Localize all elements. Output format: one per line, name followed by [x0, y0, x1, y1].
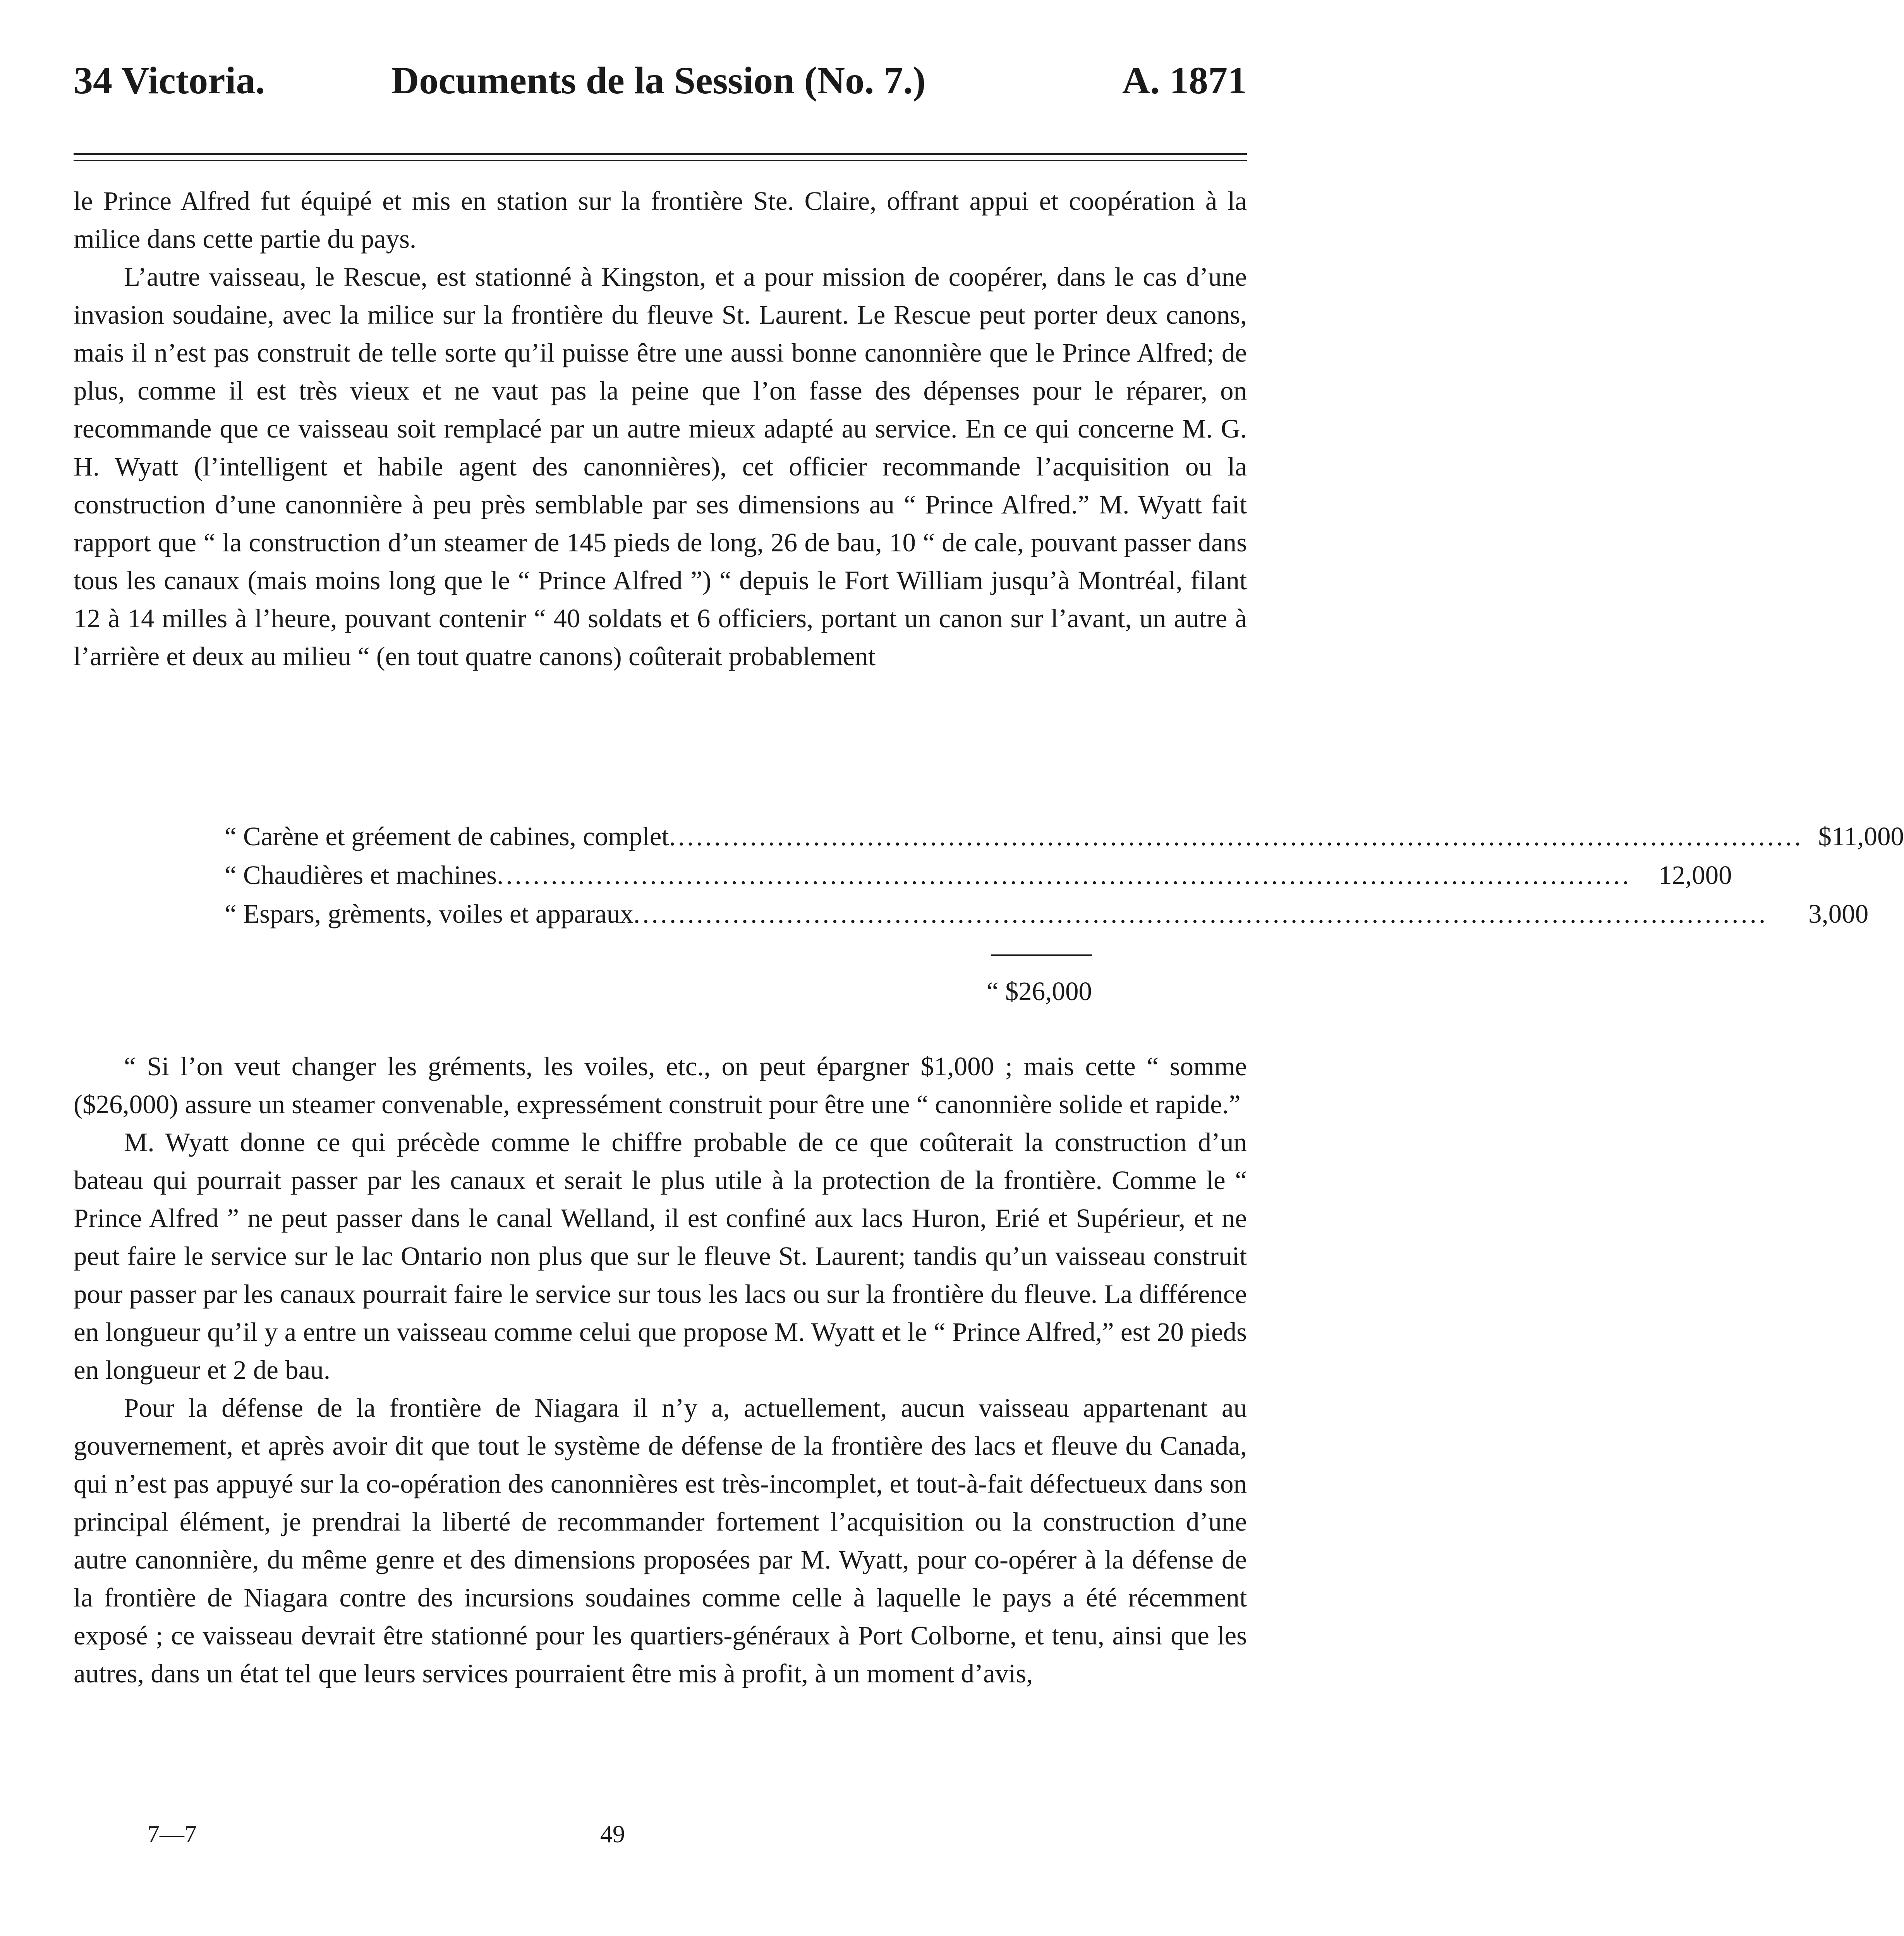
cost-row	[225, 894, 1869, 933]
header-volume: 34 Victoria.	[74, 59, 265, 102]
body-section-1	[74, 182, 1247, 675]
cost-total: “ $26,000	[986, 977, 1092, 1006]
cost-amount: 12,000	[1658, 860, 1732, 890]
cost-row	[225, 856, 1732, 894]
cost-label: “ Carène et gréement de cabines, complet	[225, 822, 669, 851]
page-number: 49	[600, 1820, 625, 1848]
paragraph-3: “ Si l’on veut changer les gréments, les voiles, etc., on peut épargner $1,000 ; mais cette “ somme ($26,000) assure un steamer convenable, expressément construit pour être une “ canonnière solide et rapide.”	[74, 1052, 1247, 1119]
header-title: Documents de la Session (No. 7.)	[391, 59, 926, 102]
sum-rule	[991, 954, 1092, 956]
header-year: A. 1871	[1122, 59, 1247, 102]
header-rule-bottom	[74, 160, 1247, 161]
cost-label: “ Chaudières et machines	[225, 860, 497, 890]
leader-dots: ..............................................................................................................................	[497, 860, 1631, 890]
cost-table	[225, 817, 1904, 1006]
header-rule-top	[74, 153, 1247, 155]
page-header	[74, 58, 1247, 120]
page-footer	[147, 1820, 922, 1855]
paragraph-5: Pour la défense de la frontière de Niagara il n’y a, actuellement, aucun vaisseau appartenant au gouvernement, et après avoir dit que tout le système de défense de la frontière des lacs et fleuve du Canada, qui n’est pas appuyé sur la co-opération des canonnières est très-incomplet, et tout-à-fait défectueux dans son principal élément, je prendrai la liberté de recommander fortement l’acquisition ou la construction d’une autre canonnière, du même genre et des dimensions proposées par M. Wyatt, pour co-opérer à la défense de la frontière de Niagara contre des incursions soudaines comme celle à laquelle le pays a été récemment exposé ; ce vaisseau devrait être stationné pour les quartiers-généraux à Port Colborne, et tenu, ainsi que les autres, dans un état tel que leurs services pourraient être mis à profit, à un moment d’avis,	[74, 1393, 1247, 1688]
cost-amount: 3,000	[1808, 899, 1869, 929]
leader-dots: ..............................................................................................................................	[633, 899, 1768, 929]
cost-label: “ Espars, grèments, voiles et apparaux	[225, 899, 634, 929]
cost-row	[225, 817, 1904, 856]
paragraph-1: le Prince Alfred fut équipé et mis en station sur la frontière Ste. Claire, offrant appui et coopération à la milice dans cette partie du pays.	[74, 186, 1247, 254]
paragraph-2: L’autre vaisseau, le Rescue, est stationné à Kingston, et a pour mission de coopérer, dans le cas d’une invasion soudaine, avec la milice sur la frontière du fleuve St. Laurent. Le Rescue peut porter deux canons, mais il n’est pas construit de telle sorte qu’il puisse être une aussi bonne canonnière que le Prince Alfred; de plus, comme il est très vieux et ne vaut pas la peine que l’on fasse des dépenses pour le réparer, on recommande que ce vaisseau soit remplacé par un autre mieux adapté au service. En ce qui concerne M. G. H. Wyatt (l’intelligent et habile agent des canonnières), cet officier recommande l’acquisition ou la construction d’une canonnière à peu près semblable par ses dimensions au “ Prince Alfred.” M. Wyatt fait rapport que “ la construction d’un steamer de 145 pieds de long, 26 de bau, 10 “ de cale, pouvant passer dans tous les canaux (mais moins long que le “ Prince Alfred ”) “ depuis le Fort William jusqu’à Montréal, filant 12 à 14 milles à l’heure, pouvant contenir “ 40 soldats et 6 officiers, portant un canon sur l’avant, un autre à l’arrière et deux au milieu “ (en tout quatre canons) coûterait probablement	[74, 262, 1247, 671]
body-section-2	[74, 1047, 1247, 1692]
cost-amount: $11,000	[1818, 822, 1904, 851]
leader-dots: ..............................................................................................................................	[669, 822, 1804, 851]
signature-mark: 7—7	[147, 1820, 197, 1848]
paragraph-4: M. Wyatt donne ce qui précède comme le chiffre probable de ce que coûterait la construction d’un bateau qui pourrait passer par les canaux et serait le plus utile à la protection de la frontière. Comme le “ Prince Alfred ” ne peut passer dans le canal Welland, il est confiné aux lacs Huron, Erié et Supérieur, et ne peut faire le service sur le lac Ontario non plus que sur le fleuve St. Laurent; tandis qu’un vaisseau construit pour passer par les canaux pourrait faire le service sur tous les lacs ou sur la frontière du fleuve. La différence en longueur qu’il y a entre un vaisseau comme celui que propose M. Wyatt et le “ Prince Alfred,” est 20 pieds en longueur et 2 de bau.	[74, 1128, 1247, 1385]
